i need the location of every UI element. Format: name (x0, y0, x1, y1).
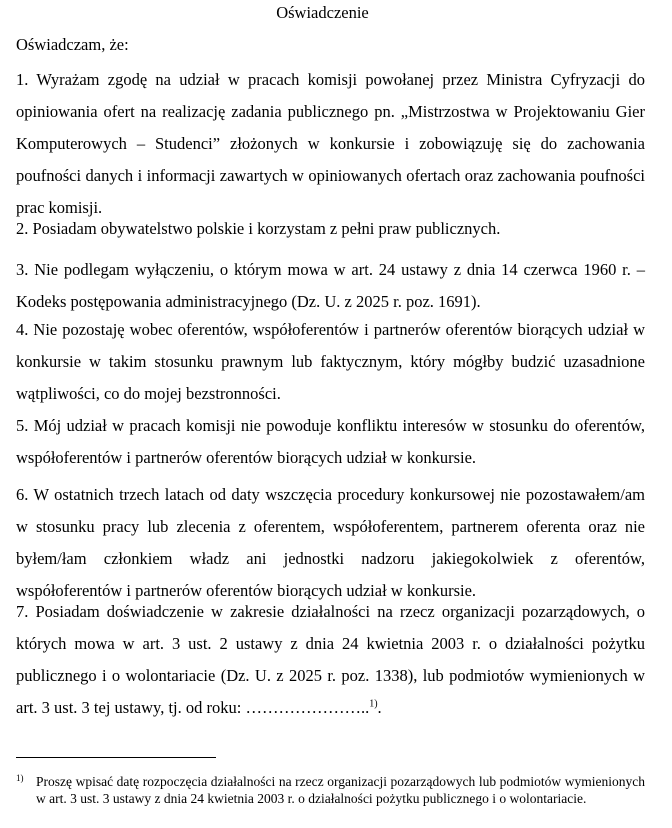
paragraph-7-text: 7. Posiadam doświadczenie w zakresie działalności na rzecz organizacji pozarządowych, o których mowa w art. 3 ust. 2 ustawy z dnia 24 kwietnia 2003 r. o działalności pożytku publicznego i o wolontariacie (Dz. U. z 2025 r. poz. 1338), lub podmiotów wymienionych w art. 3 ust. 3 tej ustawy, tj. od roku: ………………….. (16, 602, 645, 717)
paragraph-5: 5. Mój udział w pracach komisji nie powoduje konfliktu interesów w stosunku do oferentów, współoferentów i partnerów oferentów biorących udział w konkursie. (16, 416, 645, 467)
paragraph-7 (16, 596, 645, 724)
paragraph-1: 1. Wyrażam zgodę na udział w pracach komisji powołanej przez Ministra Cyfryzacji do opiniowania ofert na realizację zadania publicznego pn. „Mistrzostwa w Projektowaniu Gier Komputerowych – Studenci” złożonych w konkursie i zobowiązuję się do zachowania poufności danych i informacji zawartych w opiniowanych ofertach oraz zachowania poufności prac komisji. (16, 70, 645, 217)
document-title: Oświadczenie (276, 3, 369, 22)
paragraph-7-end: . (377, 698, 382, 717)
paragraph-2: 2. Posiadam obywatelstwo polskie i korzystam z pełni praw publicznych. (16, 219, 501, 238)
intro-line: Oświadczam, że: (16, 35, 129, 54)
paragraph-3: 3. Nie podlegam wyłączeniu, o którym mowa w art. 24 ustawy z dnia 14 czerwca 1960 r. – Kodeks postępowania administracyjnego (Dz. U. z 2025 r. poz. 1691). (16, 260, 645, 311)
paragraph-6: 6. W ostatnich trzech latach od daty wszczęcia procedury konkursowej nie pozostawałem/am w stosunku pracy lub zlecenia z oferentem, współoferentem, partnerem oferenta oraz nie byłem/łam członkiem władz ani jednostki nadzoru jakiegokolwiek z oferentów, współoferentów i partnerów oferentów biorących udział w konkursie. (16, 485, 645, 600)
footnote-mark: 1) (16, 773, 24, 783)
footnote-separator (16, 757, 216, 758)
footnote-reference: 1) (369, 698, 378, 710)
paragraph-4: 4. Nie pozostaję wobec oferentów, współoferentów i partnerów oferentów biorących udział w konkursie w takim stosunku prawnym lub faktycznym, który mógłby budzić uzasadnione wątpliwości, co do mojej bezstronności. (16, 320, 645, 403)
footnote-text: Proszę wpisać datę rozpoczęcia działalności na rzecz organizacji pozarządowych lub podmiotów wymienionych w art. 3 ust. 3 ustawy z dnia 24 kwietnia 2003 r. o działalności pożytku publicznego i o wolontariacie. (36, 774, 645, 806)
